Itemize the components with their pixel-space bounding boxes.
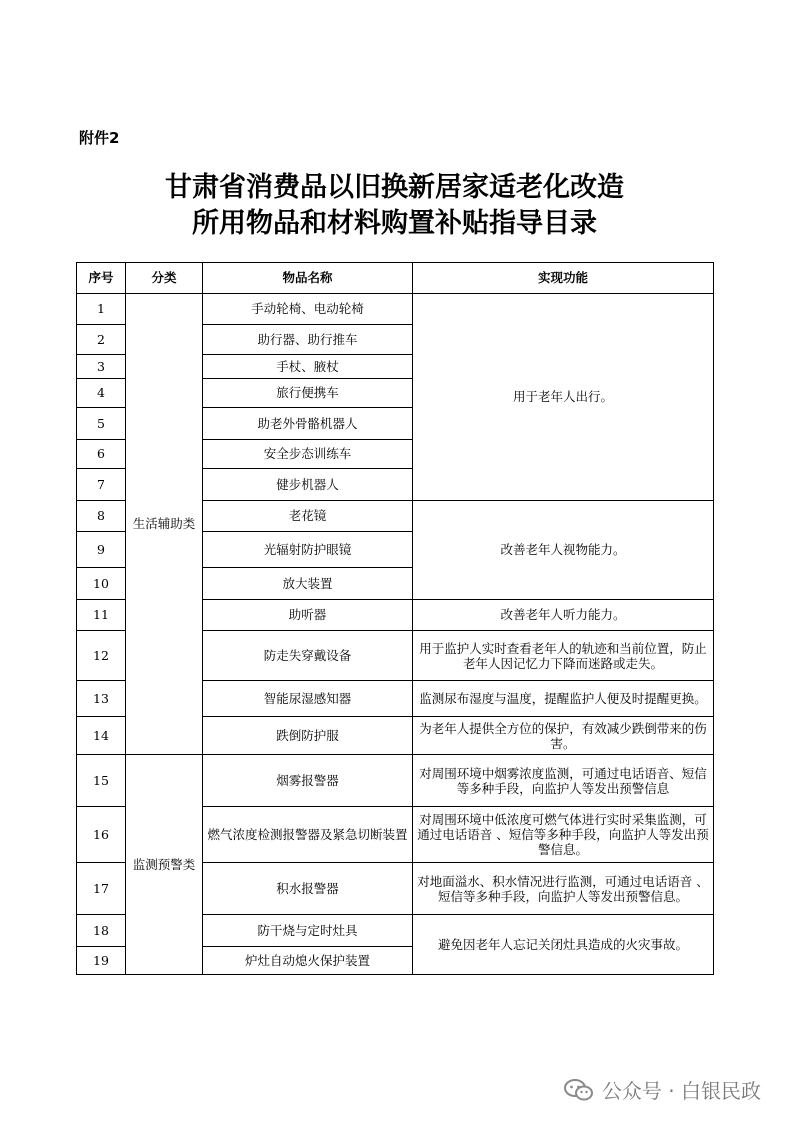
header-category: 分类 (126, 263, 203, 294)
row-item: 防干烧与定时灶具 (203, 915, 413, 947)
row-item: 健步机器人 (203, 469, 413, 501)
watermark-text: 公众号 · 白银民政 (601, 1079, 761, 1103)
header-no: 序号 (77, 263, 126, 294)
function-cell: 为老年人提供全方位的保护，有效减少跌倒带来的伤害。 (413, 717, 714, 755)
function-cell: 监测尿布湿度与温度，提醒监护人便及时提醒更换。 (413, 681, 714, 717)
function-cell: 用于监护人实时查看老年人的轨迹和当前位置，防止老年人因记忆力下降而迷路或走失。 (413, 631, 714, 681)
function-cell: 对周围环境中烟雾浓度监测，可通过电话语音、短信等多种手段，向监护人等发出预警信息 (413, 755, 714, 807)
row-item: 老花镜 (203, 501, 413, 532)
attachment-label: 附件2 (79, 129, 120, 147)
row-item: 放大装置 (203, 568, 413, 600)
header-item: 物品名称 (203, 263, 413, 294)
row-no: 18 (77, 915, 126, 947)
row-item: 积水报警器 (203, 863, 413, 915)
category-cell: 生活辅助类 (126, 294, 203, 755)
watermark (564, 1075, 761, 1104)
row-item: 烟雾报警器 (203, 755, 413, 807)
row-no: 17 (77, 863, 126, 915)
row-item: 助行器、助行推车 (203, 325, 413, 355)
function-cell: 对周围环境中低浓度可燃气体进行实时采集监测，可通过电话语音 、短信等多种手段，向监护人等发出预警信息。 (413, 807, 714, 863)
function-cell: 用于老年人出行。 (413, 294, 714, 501)
wechat-icon (564, 1078, 594, 1102)
row-item: 助老外骨骼机器人 (203, 408, 413, 440)
table-row (77, 294, 714, 325)
function-cell: 改善老年人听力能力。 (413, 600, 714, 631)
row-no: 1 (77, 294, 126, 325)
category-cell: 监测预警类 (126, 755, 203, 975)
row-no: 3 (77, 355, 126, 379)
row-no: 16 (77, 807, 126, 863)
row-no: 11 (77, 600, 126, 631)
row-no: 12 (77, 631, 126, 681)
row-item: 安全步态训练车 (203, 440, 413, 469)
subsidy-catalog-table (76, 262, 714, 975)
header-function: 实现功能 (413, 263, 714, 294)
row-no: 7 (77, 469, 126, 501)
row-item: 手动轮椅、电动轮椅 (203, 294, 413, 325)
row-item: 燃气浓度检测报警器及紧急切断装置 (203, 807, 413, 863)
row-no: 9 (77, 532, 126, 568)
row-no: 19 (77, 947, 126, 975)
row-item: 炉灶自动熄火保护装置 (203, 947, 413, 975)
function-cell: 避免因老年人忘记关闭灶具造成的火灾事故。 (413, 915, 714, 975)
row-no: 6 (77, 440, 126, 469)
row-item: 光辐射防护眼镜 (203, 532, 413, 568)
table-header-row (77, 263, 714, 294)
row-no: 15 (77, 755, 126, 807)
row-item: 防走失穿戴设备 (203, 631, 413, 681)
row-item: 旅行便携车 (203, 379, 413, 408)
row-item: 智能尿湿感知器 (203, 681, 413, 717)
document-title-line1: 甘肃省消费品以旧换新居家适老化改造 (165, 172, 624, 203)
table-row (77, 755, 714, 807)
row-no: 5 (77, 408, 126, 440)
row-no: 10 (77, 568, 126, 600)
row-no: 13 (77, 681, 126, 717)
row-item: 助听器 (203, 600, 413, 631)
row-item: 跌倒防护服 (203, 717, 413, 755)
function-cell: 改善老年人视物能力。 (413, 501, 714, 600)
row-no: 14 (77, 717, 126, 755)
document-title-line2: 所用物品和材料购置补贴指导目录 (192, 208, 597, 239)
row-no: 4 (77, 379, 126, 408)
row-no: 8 (77, 501, 126, 532)
function-cell: 对地面溢水、积水情况进行监测，可通过电话语音 、短信等多种手段，向监护人等发出预警信息。 (413, 863, 714, 915)
row-item: 手杖、腋杖 (203, 355, 413, 379)
row-no: 2 (77, 325, 126, 355)
